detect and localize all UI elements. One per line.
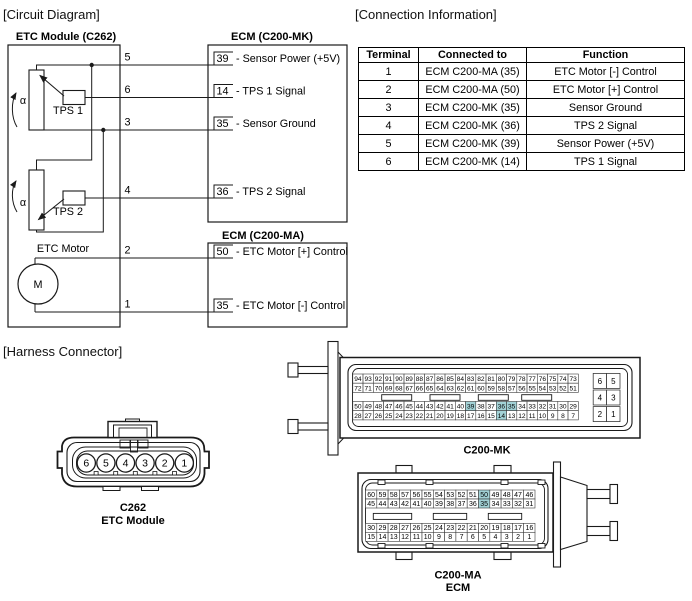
table-row	[359, 135, 685, 153]
pin-number: 2	[597, 410, 603, 420]
table-header-cell: Connected to	[419, 48, 527, 63]
pin-number: 34	[518, 403, 526, 411]
ecm-pin-number: 39	[216, 53, 229, 65]
pin-number: 32	[538, 403, 547, 411]
c262-latch-outer	[108, 422, 157, 438]
pin-number: 28	[354, 412, 362, 420]
pin-number: 48	[502, 491, 511, 499]
table-row	[359, 117, 685, 135]
etc-motor-label: ETC Motor	[36, 243, 90, 255]
pin-number: 51	[468, 491, 477, 499]
etc-motor	[18, 243, 89, 304]
wire-5-sensor-power	[37, 65, 234, 70]
pin-number: 90	[395, 376, 403, 384]
pin-number: 11	[528, 412, 536, 420]
pin-number: 42	[401, 500, 409, 508]
ecm-terminals	[125, 52, 348, 313]
table-cell: ETC Motor [-] Control	[527, 63, 685, 81]
pin-number: 19	[491, 525, 500, 533]
pin-number: 6	[470, 534, 475, 542]
table-cell: Sensor Power (+5V)	[527, 135, 685, 153]
pin-number: 53	[549, 385, 557, 393]
connector-c200mk	[288, 342, 640, 457]
pin-number: 81	[487, 376, 495, 384]
table-header-cell: Terminal	[359, 48, 419, 63]
pin-number: 65	[426, 385, 434, 393]
c262-pin-tick	[114, 472, 118, 476]
c262-pin-number: 3	[142, 457, 149, 470]
c262-pin-tick	[173, 472, 177, 476]
keying-notch	[501, 480, 508, 485]
keying-notch	[501, 544, 508, 549]
table-cell: ECM C200-MK (39)	[419, 135, 527, 153]
pin-number: 37	[487, 403, 495, 411]
c200ma-side-rail	[554, 462, 561, 567]
c200ma-bottom-tab	[396, 552, 412, 560]
pin-number: 35	[480, 500, 489, 508]
connection-table	[358, 47, 685, 171]
connector-c262	[58, 419, 210, 527]
pin-number: 13	[508, 412, 516, 420]
pin-number: 93	[364, 376, 372, 384]
tps2-wiper-box	[63, 191, 85, 205]
tps2-angle-arrow	[12, 181, 17, 212]
keying-notch	[378, 480, 385, 485]
pin-number: 29	[378, 525, 387, 533]
pin-number: 71	[364, 385, 372, 393]
pin-number: 58	[389, 491, 398, 499]
pin-number: 14	[497, 412, 506, 420]
c200mk-label: C200-MK	[463, 444, 511, 457]
c262-pin-number: 2	[161, 457, 168, 470]
pin-number: 75	[549, 376, 557, 384]
pin-number: 9	[436, 534, 441, 542]
ecm-pin-number: 36	[216, 186, 229, 198]
wire-number: 3	[124, 116, 131, 129]
pin-number: 91	[385, 376, 393, 384]
pin-number: 69	[385, 385, 393, 393]
pin-number: 36	[468, 500, 477, 508]
pin-number: 88	[415, 376, 424, 384]
pin-number: 79	[508, 376, 516, 384]
ecm-pin-function: - Sensor Power (+5V)	[236, 53, 341, 65]
pin-number: 54	[435, 491, 443, 499]
keying-bar	[382, 395, 412, 401]
wire-number: 5	[124, 51, 131, 64]
ecm-pin-function: - ETC Motor [+] Control	[236, 246, 348, 258]
pin-number: 31	[549, 403, 557, 411]
pin-number: 62	[456, 385, 465, 393]
wire-number: 6	[124, 84, 131, 96]
wire-number: 1	[124, 298, 131, 311]
wire-2-motor-plus	[35, 258, 233, 264]
pin-number: 43	[426, 403, 434, 411]
pin-number: 8	[561, 412, 565, 420]
pin-number: 1	[527, 534, 532, 542]
table-cell: 5	[359, 135, 419, 153]
ecm-pin-number: 14	[216, 85, 229, 98]
c262-pin-number: 1	[181, 457, 188, 470]
pin-number: 19	[446, 412, 454, 420]
pin-number: 2	[516, 534, 521, 542]
table-header-row	[359, 48, 685, 63]
pin-number: 55	[528, 385, 536, 393]
pin-number: 76	[538, 376, 547, 384]
pin-number: 42	[436, 403, 444, 411]
pin-number: 34	[491, 500, 500, 508]
tps1-resistor	[29, 70, 44, 130]
pin-number: 41	[446, 403, 454, 411]
pin-number: 57	[508, 385, 516, 393]
pin-number: 77	[528, 376, 536, 384]
pin-number: 27	[401, 525, 409, 533]
pin-number: 16	[477, 412, 485, 420]
ecm-pin-number: 50	[216, 246, 229, 258]
tps2-resistor	[29, 170, 44, 230]
pin-number: 5	[611, 377, 616, 386]
pin-number: 63	[446, 385, 454, 393]
c262-pin-number: 6	[83, 457, 90, 470]
pin-number: 60	[477, 385, 485, 393]
pin-number: 29	[569, 403, 577, 411]
table-row	[359, 153, 685, 171]
tps1-wiper-box	[63, 91, 85, 105]
tps2-alpha-symbol: α	[19, 197, 27, 209]
table-row	[359, 99, 685, 117]
pin-number: 10	[423, 534, 432, 542]
c262-pin-number: 4	[122, 457, 129, 470]
table-cell: TPS 1 Signal	[527, 153, 685, 171]
tps1-label: TPS 1	[52, 105, 84, 117]
c200mk-side-pin-block	[593, 373, 620, 421]
pin-number: 12	[518, 412, 526, 420]
pin-number: 53	[446, 491, 455, 499]
pin-number: 83	[467, 376, 475, 384]
keying-notch	[426, 544, 433, 549]
pin-number: 32	[514, 500, 522, 508]
tps1-angle-arrow	[12, 93, 17, 127]
pin-number: 7	[459, 534, 464, 542]
pin-number: 70	[374, 385, 383, 393]
c200ma-sublabel: ECM	[445, 582, 471, 594]
circuit-diagram	[8, 31, 348, 327]
pin-number: 17	[467, 412, 475, 420]
pin-number: 33	[502, 500, 511, 508]
pin-number: 37	[457, 500, 466, 508]
pin-number: 18	[502, 525, 511, 533]
pin-number: 28	[389, 525, 398, 533]
pin-number: 44	[415, 403, 424, 411]
pin-number: 84	[456, 376, 465, 384]
pin-number: 36	[497, 403, 506, 411]
c200mk-clip-cap	[288, 363, 298, 377]
pin-number: 43	[389, 500, 398, 508]
keying-bar	[430, 395, 460, 401]
pin-number: 50	[480, 491, 489, 499]
pin-number: 10	[538, 412, 547, 420]
pin-number: 72	[354, 385, 362, 393]
pin-number: 61	[467, 385, 475, 393]
pin-number: 38	[477, 403, 485, 411]
ecm-pin-function: - TPS 1 Signal	[236, 85, 306, 98]
table-cell: 1	[359, 63, 419, 81]
c262-bottom-tab	[103, 487, 120, 491]
pin-number: 7	[571, 412, 576, 420]
pin-number: 40	[456, 403, 465, 411]
keying-bar	[373, 513, 411, 519]
power-branch-wire	[37, 65, 92, 170]
pin-number: 45	[367, 500, 376, 508]
pin-number: 78	[518, 376, 526, 384]
c200mk-clip-cap	[288, 420, 298, 434]
pin-number: 68	[395, 385, 403, 393]
pin-number: 26	[412, 525, 421, 533]
junction-dot	[90, 63, 94, 67]
pin-number: 21	[468, 525, 477, 533]
pin-number: 6	[597, 377, 603, 386]
pin-number: 14	[378, 534, 387, 542]
c200ma-top-tab	[396, 466, 412, 474]
ecm-pin-function: - Sensor Ground	[236, 118, 316, 130]
c200mk-clip-bar	[298, 367, 328, 374]
pin-number: 26	[374, 412, 383, 420]
tps1-sensor	[12, 70, 85, 130]
c262-pin-tick	[94, 472, 98, 476]
ecm-pin-number: 35	[216, 300, 229, 312]
pin-number: 25	[423, 525, 432, 533]
c200ma-label: C200-MA	[434, 569, 482, 582]
pin-number: 18	[456, 412, 465, 420]
ecm-ma-title: ECM (C200-MA)	[222, 230, 304, 242]
pin-number: 47	[514, 491, 522, 499]
pin-number: 80	[497, 376, 506, 384]
table-row	[359, 63, 685, 81]
pin-number: 45	[405, 403, 413, 411]
keying-notch	[538, 544, 545, 549]
table-cell: ETC Motor [+] Control	[527, 81, 685, 99]
pin-number: 21	[426, 412, 434, 420]
c262-pin-tick	[133, 472, 137, 476]
c200ma-clip-cap	[610, 485, 618, 504]
c200mk-clip-bar	[298, 423, 328, 430]
etc-module-title: ETC Module (C262)	[15, 31, 117, 43]
pin-number: 17	[514, 525, 522, 533]
pin-number: 24	[435, 525, 443, 533]
pin-number: 23	[405, 412, 413, 420]
tps1-alpha-symbol: α	[19, 95, 27, 107]
table-cell: ECM C200-MA (35)	[419, 63, 527, 81]
ecm-mk-title: ECM (C200-MK)	[231, 31, 313, 43]
pin-number: 12	[401, 534, 409, 542]
pin-number: 64	[436, 385, 444, 393]
pin-number: 9	[550, 412, 555, 420]
wire-number: 4	[124, 184, 131, 197]
pin-number: 46	[395, 403, 403, 411]
pin-number: 20	[480, 525, 489, 533]
pin-number: 89	[405, 376, 413, 384]
pin-number: 74	[559, 376, 567, 384]
pin-number: 51	[569, 385, 577, 393]
table-cell: ECM C200-MK (36)	[419, 117, 527, 135]
pin-number: 4	[597, 393, 603, 403]
table-cell: Sensor Ground	[527, 99, 685, 117]
ecm-pin-function: - ETC Motor [-] Control	[236, 300, 346, 312]
pin-number: 54	[538, 385, 547, 393]
pin-number: 52	[457, 491, 466, 499]
table-cell: ECM C200-MA (50)	[419, 81, 527, 99]
pin-number: 20	[436, 412, 444, 420]
pin-number: 25	[385, 412, 393, 420]
pin-number: 15	[487, 412, 495, 420]
pin-number: 30	[559, 403, 567, 411]
c200ma-clip-bar	[587, 490, 610, 499]
table-header-cell: Function	[527, 48, 685, 63]
table-cell: ECM C200-MK (35)	[419, 99, 527, 117]
motor-letter: M	[33, 279, 43, 291]
c200ma-clip-bar	[587, 527, 610, 536]
c262-pin-tick	[153, 472, 157, 476]
pin-number: 11	[412, 534, 420, 542]
c200mk-side-rail	[328, 342, 338, 456]
pin-number: 67	[405, 385, 413, 393]
pin-number: 50	[354, 403, 362, 411]
pin-number: 60	[367, 491, 376, 499]
pin-number: 38	[446, 500, 455, 508]
keying-bar	[433, 513, 466, 519]
pin-number: 59	[378, 491, 387, 499]
pin-number: 56	[412, 491, 421, 499]
table-cell: 4	[359, 117, 419, 135]
pin-number: 66	[415, 385, 424, 393]
pin-number: 24	[395, 412, 403, 420]
c262-sublabel: ETC Module	[101, 515, 165, 527]
pin-number: 41	[412, 500, 421, 508]
pin-number: 39	[467, 403, 475, 411]
pin-number: 22	[457, 525, 466, 533]
junction-dot	[101, 128, 105, 132]
keying-notch	[378, 544, 385, 549]
pin-number: 59	[487, 385, 495, 393]
pin-number: 35	[508, 403, 516, 411]
pin-number: 49	[491, 491, 500, 499]
keying-bar	[522, 395, 552, 401]
keying-notch	[426, 480, 433, 485]
harness-section-label: [Harness Connector]	[3, 344, 123, 359]
table-cell: 6	[359, 153, 419, 171]
pin-number: 55	[423, 491, 432, 499]
pin-number: 57	[401, 491, 409, 499]
pin-number: 49	[364, 403, 372, 411]
ecm-pin-function: - TPS 2 Signal	[236, 186, 306, 198]
pin-number: 58	[497, 385, 506, 393]
pin-number: 22	[415, 412, 424, 420]
c262-bottom-tab	[142, 487, 159, 491]
tps2-label: TPS 2	[52, 206, 84, 218]
ecm-pin-number: 35	[216, 118, 229, 130]
pin-number: 4	[493, 534, 498, 542]
pin-number: 16	[525, 525, 534, 533]
table-cell: ECM C200-MK (14)	[419, 153, 527, 171]
table-row	[359, 81, 685, 99]
pin-number: 92	[374, 376, 383, 384]
table-cell: 2	[359, 81, 419, 99]
pin-number: 33	[528, 403, 536, 411]
pin-number: 85	[446, 376, 454, 384]
c200ma-clip-cap	[610, 522, 618, 541]
c200ma-wedge	[561, 477, 588, 550]
table-cell: TPS 2 Signal	[527, 117, 685, 135]
pin-number: 3	[504, 534, 509, 542]
pin-number: 15	[367, 534, 376, 542]
pin-number: 94	[354, 376, 362, 384]
pin-number: 27	[364, 412, 372, 420]
connection-section-label: [Connection Information]	[355, 7, 497, 22]
pin-number: 86	[436, 376, 444, 384]
wire-number: 2	[124, 244, 131, 257]
keying-bar	[478, 395, 508, 401]
pin-number: 3	[611, 393, 616, 403]
pin-number: 1	[611, 410, 616, 420]
c262-label: C262	[119, 502, 147, 514]
pin-number: 48	[374, 403, 383, 411]
connector-c200ma	[358, 462, 618, 594]
c200ma-top-tab	[494, 466, 511, 474]
pin-number: 5	[482, 534, 487, 542]
tps2-sensor	[12, 170, 85, 230]
pin-number: 47	[385, 403, 393, 411]
wire-1-motor-minus	[35, 303, 233, 312]
table-cell: 3	[359, 99, 419, 117]
pin-number: 23	[446, 525, 455, 533]
keying-bar	[488, 513, 521, 519]
pin-number: 82	[477, 376, 485, 384]
c200ma-bottom-tab	[494, 552, 511, 560]
pin-number: 87	[426, 376, 434, 384]
keying-notch	[538, 480, 545, 485]
pin-number: 31	[525, 500, 534, 508]
pin-number: 8	[448, 534, 453, 542]
pin-number: 46	[525, 491, 534, 499]
pin-number: 52	[559, 385, 567, 393]
pin-number: 73	[569, 376, 577, 384]
pin-number: 13	[389, 534, 398, 542]
pin-number: 56	[518, 385, 526, 393]
c262-pin-number: 5	[102, 457, 109, 470]
pin-number: 44	[378, 500, 387, 508]
pin-number: 39	[435, 500, 443, 508]
circuit-section-label: [Circuit Diagram]	[3, 7, 100, 22]
pin-number: 30	[367, 525, 376, 533]
pin-number: 40	[423, 500, 432, 508]
